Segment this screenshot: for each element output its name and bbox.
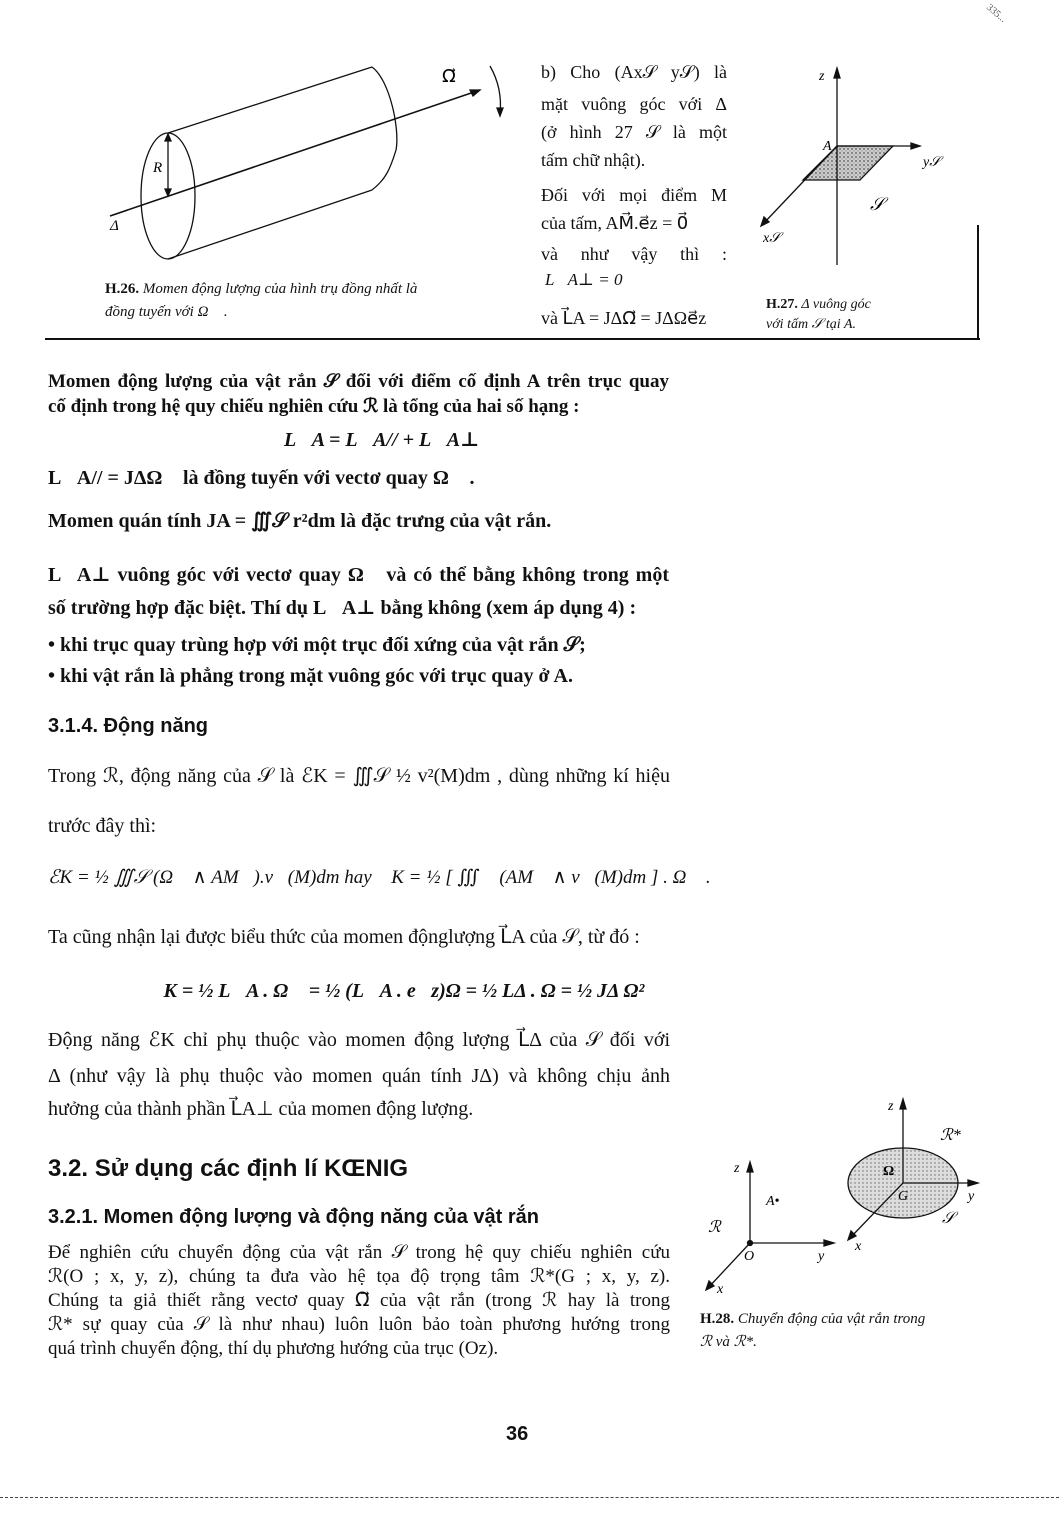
axis-delta-line (110, 90, 480, 216)
figure-28-caption-line1: H.28. Chuyển động của vật rắn trong (700, 1311, 926, 1327)
plate-label: 𝒮 (870, 194, 884, 214)
omega-label: Ω⃗ (442, 66, 456, 86)
page-number: 36 (506, 1423, 529, 1445)
z-axis-label: z (734, 1161, 740, 1176)
side-formula: L⃗A⊥ = 0⃗ (545, 270, 636, 289)
side-text-line: b) Cho (Ax𝒮 y𝒮) là (541, 62, 727, 82)
x-axis-label: x (855, 1239, 862, 1254)
x-axis-label: x (717, 1282, 724, 1297)
bullet-item: • khi trục quay trùng hợp với một trục đối xứng của vật rắn 𝒮; (48, 634, 586, 656)
side-text-line: (ở hình 27 𝒮 là một (541, 122, 727, 142)
radius-label: R (153, 160, 163, 176)
figure-26-caption-line2: đồng tuyến với Ω⃗ . (105, 304, 228, 320)
figure-26-cylinder (90, 40, 530, 280)
formula-kinetic-energy-2: ℰK = ½ L⃗A . Ω⃗ = ½ (L⃗A . e⃗z)Ω = ½ LΔ . Ω = ½ JΔ Ω² (148, 980, 645, 1002)
delta-label: Δ (110, 218, 119, 234)
paragraph-line: cố định trong hệ quy chiếu nghiên cứu ℛ là tổng của hai số hạng : (48, 396, 580, 417)
side-formula: và L⃗A = JΔΩ⃗ = JΔΩe⃗z (541, 308, 707, 328)
corner-stamp: 335... (984, 2, 1009, 25)
point-a-label: A (823, 139, 832, 154)
side-text-line: mặt vuông góc với Δ (541, 94, 727, 114)
omega-label: Ω⃗ (883, 1164, 906, 1179)
figure-28-frames (690, 1090, 990, 1305)
solid-label: 𝒮 (942, 1210, 955, 1227)
figure-28-caption-line2: ℛ và ℛ*. (700, 1334, 757, 1350)
figure-27-caption-line2: với tấm 𝒮 tại A. (766, 317, 856, 332)
y-axis-label: y𝒮 (923, 155, 941, 170)
paragraph-line: Momen động lượng của vật rắn 𝒮 đối với điểm cố định A trên trục quay (48, 371, 669, 392)
bullet-item: • khi vật rắn là phẳng trong mặt vuông góc với trục quay ở A. (48, 665, 573, 687)
side-text-line: và như vậy thì : (541, 244, 727, 264)
paragraph-line: Để nghiên cứu chuyển động của vật rắn 𝒮 trong hệ quy chiếu nghiên cứu (48, 1242, 670, 1263)
paragraph-line: quá trình chuyển động, thí dụ phương hướng của trục (Oz). (48, 1338, 499, 1359)
box-bottom-rule (45, 338, 980, 340)
frame-r-label: ℛ (708, 1219, 721, 1236)
paragraph-line: L⃗A⊥ vuông góc với vectơ quay Ω⃗ và có thể bằng không trong một (48, 564, 669, 586)
z-axis-label: z (888, 1099, 894, 1114)
cylinder-back-face (372, 67, 397, 190)
paragraph-line: Trong ℛ, động năng của 𝒮 là ℰK = ∭𝒮 ½ v²(M)dm , dùng những kí hiệu (48, 765, 670, 787)
paragraph-line: Momen quán tính JA = ∭𝒮 r²dm là đặc trưng của vật rắn. (48, 510, 552, 532)
figure-27-plate (755, 60, 955, 290)
y-axis-label: y (818, 1249, 825, 1264)
origin-label: O (744, 1249, 755, 1264)
side-text-line: tấm chữ nhật). (541, 150, 646, 170)
z-axis-label: z (819, 69, 825, 84)
side-text-line: Đối với mọi điểm M (541, 185, 727, 205)
frame-rstar-label: ℛ* (940, 1127, 961, 1144)
formula-kinetic-energy: ℰK = ½ ∭𝒮 (Ω⃗ ∧ AM⃗).v⃗(M)dm hay ℰK = ½ [ ∭𝒮 (AM⃗ ∧ v⃗(M)dm ] . Ω⃗ . (48, 867, 711, 888)
section-heading-3-1-4: 3.1.4. Động năng (48, 715, 209, 737)
side-text-line: của tấm, AM⃗.e⃗z = 0⃗ (541, 213, 689, 233)
section-heading-3-2: 3.2. Sử dụng các định lí KŒNIG (48, 1155, 409, 1182)
formula-la-sum: L⃗A = L⃗A// + L⃗A⊥ (284, 429, 480, 451)
box-right-rule (977, 225, 979, 340)
rotation-arrow-icon (490, 66, 501, 114)
paragraph-line: ℛ(O ; x, y, z), chúng ta đưa vào hệ tọa độ trọng tâm ℛ*(G ; x, y, z). (48, 1266, 670, 1287)
section-heading-3-2-1: 3.2.1. Momen động lượng và động năng của vật rắn (48, 1206, 539, 1228)
paragraph-line: L⃗A// = JΔΩ⃗ là đồng tuyến với vectơ quay Ω⃗ . (48, 467, 475, 489)
y-axis-label: y (968, 1189, 975, 1204)
paragraph-line: hưởng của thành phần L⃗A⊥ của momen động lượng. (48, 1098, 474, 1120)
paragraph-line: Chúng ta giả thiết rằng vectơ quay Ω⃗ của vật rắn (trong ℛ hay là trong (48, 1290, 670, 1311)
paragraph-line: ℛ* sự quay của 𝒮 là như nhau) luôn luôn bảo toàn phương hướng trong (48, 1314, 670, 1335)
paragraph-line: Ta cũng nhận lại được biểu thức của momen độnglượng L⃗A của 𝒮, từ đó : (48, 926, 640, 948)
figure-26-caption-line1: H.26. Momen động lượng của hình trụ đồng nhất là (105, 281, 418, 297)
figure-27-caption-line1: H.27. Δ vuông góc (766, 297, 871, 312)
plate-shape (803, 146, 893, 180)
paragraph-line: số trường hợp đặc biệt. Thí dụ L⃗A⊥ bằng không (xem áp dụng 4) : (48, 597, 637, 619)
point-a-label: A• (766, 1194, 780, 1209)
paragraph-line: Động năng ℰK chỉ phụ thuộc vào momen động lượng L⃗Δ của 𝒮 đối với (48, 1029, 670, 1051)
x-axis-label: x𝒮 (763, 231, 781, 246)
scan-edge-line (0, 1497, 1059, 1498)
paragraph-line: Δ (như vậy là phụ thuộc vào momen quán tính JΔ) và không chịu ảnh (48, 1065, 670, 1087)
paragraph-line: trước đây thì: (48, 815, 157, 837)
center-g-label: G (898, 1189, 909, 1204)
